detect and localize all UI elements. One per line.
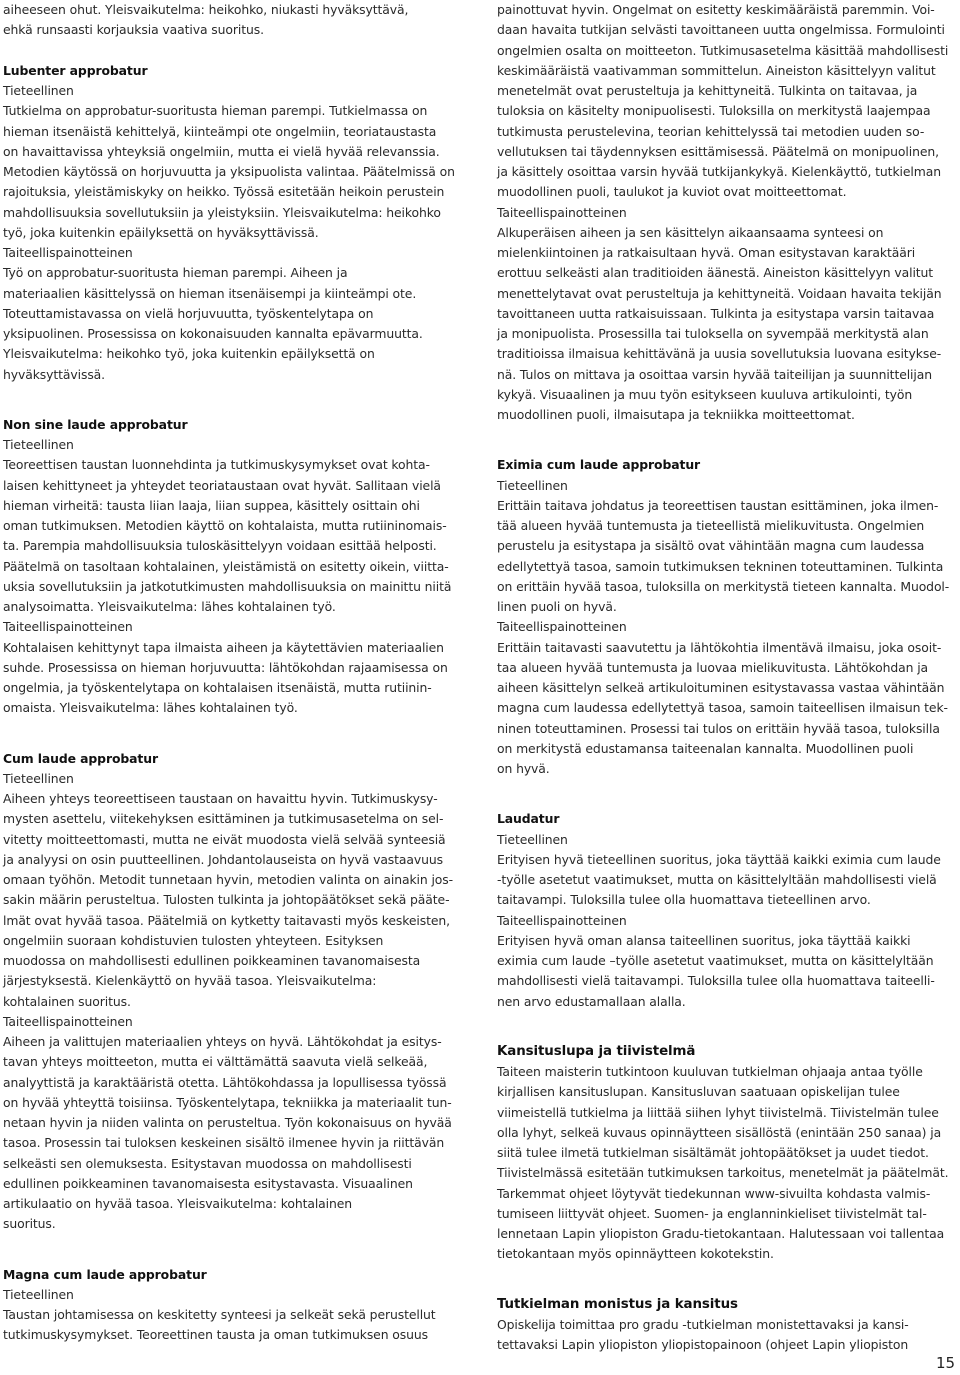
text-line: on havaittavissa yhteyksiä ongelmiin, mutta ei vielä hyvää relevanssia.: [3, 143, 440, 159]
section-heading: [497, 455, 955, 475]
text-line: muodollinen puoli, taulukot ja kuviot ovat moitteettomat.: [497, 184, 847, 200]
text-line: tää alueen hyvää tuntemusta ja tieteellistä mielikuvitusta. Ongelmien: [497, 518, 925, 533]
text-line: yksipuolinen. Prosessissa on kokonaisuuden kannalta epävarmuutta.: [3, 326, 423, 341]
section-heading: [3, 415, 463, 435]
section-heading: [497, 809, 955, 829]
text-line: Taiteellispainotteinen: [3, 245, 133, 260]
text-line: ja analyysi on osin puutteellinen. Johdantolauseista on hyvä vastaavuus: [3, 851, 444, 867]
text-line: ja monipuolista. Prosessilla tai tuloksella on syvempää merkitystä alan: [497, 326, 929, 341]
section-gap: [3, 1235, 463, 1265]
text-line: Teoreettisen taustan luonnehdinta ja tutkimuskysymykset ovat kohta-: [3, 457, 430, 473]
paragraph: [497, 0, 955, 203]
category-label: [3, 617, 463, 637]
text-line: Tieteellinen: [3, 437, 74, 452]
section-heading: [3, 1265, 463, 1285]
category-label: [497, 476, 955, 496]
text-line: Laudatur: [497, 811, 560, 827]
section-gap: [3, 385, 463, 415]
paragraph: [3, 0, 463, 41]
section-gap: [497, 779, 955, 809]
text-line: uksia sovellutuksiin ja jatkotutkimusten mahdollisuuksia on mainittu niitä: [3, 578, 452, 594]
text-line: Tieteellinen: [497, 477, 568, 493]
page-number: 15: [936, 1354, 956, 1372]
text-line: Taiteellispainotteinen: [3, 619, 133, 635]
text-line: keskimääräistä vaativamman sommittelun. Aineiston käsittelyyn valitut: [497, 62, 936, 78]
text-line: Tieteellinen: [497, 831, 568, 847]
text-line: ongelmiin suoraan kohdistuvien tulosten yhteyteen. Esityksen: [3, 932, 384, 948]
text-line: tettavaksi Lapin yliopiston yliopistopainoon (ohjeet Lapin yliopiston: [497, 1337, 909, 1352]
text-line: Magna cum laude approbatur: [3, 1266, 207, 1282]
text-line: artikulaatio on hyvää tasoa. Yleisvaikutelma: kohtalainen: [3, 1196, 353, 1211]
text-line: Erityisen hyvä tieteellinen suoritus, joka täyttää kaikki eximia cum laude: [497, 851, 941, 867]
paragraph: [3, 789, 463, 1012]
text-line: mahdollisuuksia sovellutuksiin ja yleistyksiin. Yleisvaikutelma: heikohko: [3, 204, 441, 220]
text-line: Kohtalaisen kehittynyt tapa ilmaista aiheen ja käytettävien materiaalien: [3, 639, 444, 655]
text-line: hieman virheitä: tausta liian laaja, liian suppea, käsittely osittain ohi: [3, 497, 420, 513]
category-label: [3, 769, 463, 789]
section-gap: [497, 1012, 955, 1042]
text-line: ja käsittely osoittaa varsin hyvää tutkijankykyä. Kielenkäyttö, tutkielman: [497, 164, 941, 179]
text-line: selkeästi sen olemuksesta. Esitystavan muodossa on mahdollisesti: [3, 1155, 412, 1171]
text-line: ongelmia, ja työskentelytapa on kohtalaisen itsenäistä, mutta rutiinin-: [3, 680, 432, 695]
text-line: edullinen poikkeaminen tavanomaisesta esitystavasta. Visuaalinen: [3, 1175, 413, 1191]
text-line: Alkuperäisen aiheen ja sen käsittelyn aikaansaama synteesi on: [497, 224, 884, 240]
text-line: Taustan johtamisessa on keskitetty synteesi ja selkeät sekä perustellut: [3, 1307, 436, 1322]
text-line: Eximia cum laude approbatur: [497, 457, 701, 473]
section-heading: [3, 61, 463, 81]
text-line: -työlle asetetut vaatimukset, mutta on käsittelyltään mahdollisesti vielä: [497, 872, 937, 887]
text-line: perustelu ja esitystapa ja sisältö ovat vähintään magna cum laudessa: [497, 538, 925, 554]
text-line: linen puoli on hyvä.: [497, 599, 617, 614]
category-label: [497, 617, 955, 637]
text-line: Tutkielma on approbatur-suoritusta hieman parempi. Tutkielmassa on: [3, 103, 428, 119]
text-line: mahdollisesti vielä taitavampi. Tuloksilla tulee olla huomattava taiteelli-: [497, 973, 935, 989]
text-line: Taiteellispainotteinen: [3, 1013, 133, 1029]
text-line: Toteuttamistavassa on vielä horjuvuutta, työskentelytapa on: [3, 305, 374, 321]
text-line: Yleisvaikutelma: heikohko työ, joka kuitenkin epäilyksettä on: [3, 346, 375, 362]
text-line: sakin määrin perusteltua. Tulosten tulkinta ja johtopäätökset sekä pääte-: [3, 892, 450, 908]
paragraph: [3, 455, 463, 617]
paragraph: [497, 931, 955, 1012]
text-line: muodollinen puoli, ilmaisutapa ja tekniikka moitteettomat.: [497, 407, 855, 422]
text-line: Tieteellinen: [3, 770, 74, 786]
text-line: tutkimusta perustelevina, teorian kehittelyssä tai metodien uuden so-: [497, 123, 925, 139]
text-line: on hyvää yhteyttä toisiinsa. Työskentelytapa, tekniikka ja materiaalit tun-: [3, 1094, 452, 1110]
text-line: ninen toteuttaminen. Prosessi tai tulos on erittäin hyvää tasoa, tuloksilla: [497, 720, 940, 736]
text-line: tavan yhteys moitteeton, mutta ei välttämättä saavuta vielä selkeää,: [3, 1054, 428, 1070]
text-line: taitavampi. Tuloksilla tulee olla huomattava tieteellinen arvo.: [497, 892, 871, 908]
paragraph: [497, 496, 955, 618]
text-line: menetelmät ovat perusteltuja ja kehittyneitä. Tulkinta on taitavaa, ja: [497, 83, 918, 98]
text-line: Erittäin taitava johdatus ja teoreettisen taustan esittäminen, joka ilmen-: [497, 497, 939, 513]
text-line: olla lyhyt, selkeä kuvaus opinnäytteen sisällöstä (enintään 250 sanaa) ja: [497, 1124, 942, 1140]
text-line: rajoituksia, yleistämiskyky on heikko. Työssä esitetään heikoin perustein: [3, 184, 445, 200]
text-line: Cum laude approbatur: [3, 750, 158, 766]
text-line: taa alueen hyvää tuntemusta ja luovaa mielikuvitusta. Lähtökohdan ja: [497, 659, 929, 675]
text-line: aiheeseen ohut. Yleisvaikutelma: heikohko, niukasti hyväksyttävä,: [3, 2, 409, 17]
text-line: aiheen käsittelyn selkeä artikuloituminen esitystavassa vastaa vähintään: [497, 680, 945, 695]
text-line: eximia cum laude –työlle asetetut vaatimukset, mutta on käsittelyltään: [497, 953, 934, 968]
text-line: mielenkiintoinen ja ratkaisultaan hyvä. Oman esitystavan karaktääri: [497, 245, 916, 260]
text-line: tavoittaneen uutta ratkaisuissaan. Tulkinta ja esitystapa varsin taitavaa: [497, 305, 935, 321]
text-line: Tieteellinen: [3, 1286, 74, 1302]
category-label: [497, 203, 955, 223]
text-line: on hyvä.: [497, 761, 550, 776]
section-gap: [3, 41, 463, 61]
text-line: muodossa on mahdollisesti edullinen poikkeaminen tavanomaisesta: [3, 953, 421, 968]
paragraph: [497, 1062, 955, 1265]
text-line: Taiteen maisterin tutkintoon kuuluvan tutkielman ohjaaja antaa työlle: [497, 1064, 923, 1079]
text-line: järjestyksestä. Kielenkäyttö on hyvää tasoa. Yleisvaikutelma:: [3, 973, 377, 989]
text-line: ta. Parempia mahdollisuuksia tuloskäsittelyyn voidaan esittää helposti.: [3, 538, 437, 554]
text-line: suoritus.: [3, 1216, 56, 1232]
text-line: Aiheen yhteys teoreettiseen taustaan on havaittu hyvin. Tutkimuskysy-: [3, 791, 438, 806]
text-line: Taiteellispainotteinen: [497, 619, 627, 635]
text-line: Metodien käytössä on horjuvuutta ja yksipuolista valintaa. Päätelmissä on: [3, 164, 455, 179]
text-line: analyyttistä ja karaktääristä otetta. Lähtökohdassa ja lopullisessa työssä: [3, 1074, 447, 1090]
text-line: kykyä. Visuaalinen ja muu työn esitykseen kuuluva artikulointi, työn: [497, 386, 913, 402]
text-line: kohtalainen suoritus.: [3, 993, 131, 1009]
category-label: [3, 435, 463, 455]
text-line: tasoa. Prosessin tai tuloksen keskeinen sisältö ilmenee hyvin ja riittävän: [3, 1135, 445, 1151]
paragraph: [497, 1315, 955, 1356]
text-line: tutkimuskysymykset. Teoreettinen tausta ja oman tutkimuksen osuus: [3, 1327, 428, 1343]
text-line: netaan hyvin ja niiden valinta on perusteltua. Työn kokonaisuus on hyvää: [3, 1115, 452, 1130]
text-line: siitä tulee ilmetä tutkielman sisältämät johtopäätökset ja uudet tiedot.: [497, 1145, 929, 1160]
text-line: ongelmien osalta on moitteeton. Tutkimusasetelma käsittää mahdollisesti: [497, 42, 949, 58]
text-line: Erityisen hyvä oman alansa taiteellinen suoritus, joka täyttää kaikki: [497, 932, 911, 948]
section-gap: [497, 425, 955, 455]
text-line: ehkä runsaasti korjauksia vaativa suoritus.: [3, 22, 264, 38]
left-column: [3, 0, 463, 1346]
section-gap: [497, 1265, 955, 1295]
paragraph: [3, 1032, 463, 1235]
chapter-heading: [497, 1295, 955, 1315]
category-label: [3, 243, 463, 263]
text-line: Tiivistelmässä esitetään tutkimuksen tarkoitus, menetelmät ja päätelmät.: [497, 1165, 949, 1181]
category-label: [3, 1012, 463, 1032]
text-line: on merkitystä edustamansa taiteenalan kannalta. Muodollinen puoli: [497, 740, 914, 756]
text-line: tietokantaan myös opinnäytteen kokotekstin.: [497, 1246, 774, 1262]
text-line: lmät ovat hyvää tasoa. Päätelmiä on kytketty taitavasti myös keskeisten,: [3, 912, 450, 928]
text-line: Non sine laude approbatur: [3, 416, 188, 432]
category-label: [497, 830, 955, 850]
text-line: Päätelmä on tasoltaan kohtalainen, yleistämistä on esitetty oikein, viitta-: [3, 558, 449, 574]
text-line: laisen kehittyneet ja yhteydet teoriataustaan ovat hyvät. Sallitaan vielä: [3, 477, 441, 493]
category-label: [497, 911, 955, 931]
text-line: työ, joka kuitenkin epäilyksettä on hyväksyttävissä.: [3, 224, 319, 240]
category-label: [3, 1285, 463, 1305]
text-line: traditioissa ilmaisua kehittävänä ja uusia sovellutuksia luovana esitykse-: [497, 346, 942, 362]
right-column: [497, 0, 955, 1355]
text-line: hieman itsenäistä kehittelyä, kiinteämpi ote ongelmiin, teoriataustasta: [3, 123, 437, 139]
text-line: nä. Tulos on mittava ja osoittaa varsin hyvää taiteilijan ja suunnittelijan: [497, 366, 932, 382]
chapter-heading: [497, 1042, 955, 1062]
text-line: Opiskelija toimittaa pro gradu -tutkielman monistettavaksi ja kansi-: [497, 1316, 909, 1332]
paragraph: [3, 1305, 463, 1346]
text-line: magna cum laudessa edellytettyä tasoa, samoin taiteellisen ilmaisun tek-: [497, 700, 948, 716]
section-heading: [3, 749, 463, 769]
text-line: Taiteellispainotteinen: [497, 204, 627, 220]
text-line: omaista. Yleisvaikutelma: lähes kohtalainen työ.: [3, 700, 298, 716]
text-line: erottuu selkeästi alan traditioiden äänestä. Aineiston käsittelyyn valitut: [497, 265, 934, 281]
text-line: lennetaan Lapin yliopiston Gradu-tietokantaan. Halutessaan voi tallentaa: [497, 1226, 945, 1241]
text-line: tumiseen liittyvät ohjeet. Suomen- ja englanninkieliset tiivistelmät tal-: [497, 1205, 927, 1221]
text-line: suhde. Prosessissa on hieman horjuvuutta: lähtökohdan rajaamisessa on: [3, 659, 448, 675]
text-line: analysoimatta. Yleisvaikutelma: lähes kohtalainen työ.: [3, 599, 336, 614]
text-line: painottuvat hyvin. Ongelmat on esitetty keskimääräistä paremmin. Voi-: [497, 2, 935, 17]
text-line: vellutuksen tai täydennyksen esittämisessä. Päätelmä on monipuolinen,: [497, 143, 939, 159]
paragraph: [497, 223, 955, 426]
text-line: Lubenter approbatur: [3, 62, 148, 78]
paragraph: [497, 850, 955, 911]
text-line: Tarkemmat ohjeet löytyvät tiedekunnan www-sivuilta kohdasta valmis-: [497, 1185, 931, 1201]
text-line: materiaalien käsittelyssä on hieman itsenäisempi ja kiinteämpi ote.: [3, 285, 417, 301]
section-gap: [3, 719, 463, 749]
paragraph: [3, 263, 463, 385]
text-line: tuloksia on käsitelty monipuolisesti. Tuloksilla on merkitystä laajempaa: [497, 103, 931, 119]
text-line: daan havaita tutkijan selvästi tavoittaneen uutta ongelmissa. Formulointi: [497, 22, 945, 38]
text-line: edellytettyä tasoa, samoin tutkimuksen tekninen toteuttaminen. Tulkinta: [497, 558, 944, 574]
text-line: hyväksyttävissä.: [3, 366, 106, 382]
text-line: viimeistellä tutkielma ja liittää siihen lyhyt tiivistelmä. Tiivistelmän tulee: [497, 1104, 939, 1120]
text-line: Tutkielman monistus ja kansitus: [497, 1296, 738, 1312]
paragraph: [3, 101, 463, 243]
text-line: omaan työhön. Metodit tunnetaan hyvin, metodien valinta on ainakin jos-: [3, 872, 454, 887]
text-line: mysten asettelu, viitekehyksen esittäminen ja tutkimusasetelma on sel-: [3, 811, 444, 827]
text-line: Työ on approbatur-suoritusta hieman parempi. Aiheen ja: [3, 265, 348, 281]
text-line: nen arvo edustamallaan alalla.: [497, 993, 686, 1009]
category-label: [3, 81, 463, 101]
text-line: Aiheen ja valittujen materiaalien yhteys on hyvä. Lähtökohdat ja esitys-: [3, 1034, 442, 1049]
text-line: Kansituslupa ja tiivistelmä: [497, 1043, 696, 1059]
text-line: Erittäin taitavasti saavutettu ja lähtökohtia ilmentävä ilmaisu, joka osoit-: [497, 639, 942, 655]
paragraph: [3, 638, 463, 719]
text-line: oman tutkimuksen. Metodien käyttö on kohtalaista, mutta rutiininomais-: [3, 518, 447, 533]
text-line: Tieteellinen: [3, 83, 74, 98]
text-line: kirjallisen kansituslupan. Kansitusluvan saatuaan opiskelijan tulee: [497, 1084, 900, 1100]
text-line: vitetty moitteettomasti, mutta ne eivät muodosta vielä selvää synteesiä: [3, 831, 446, 847]
paragraph: [497, 638, 955, 780]
text-line: menettelytavat ovat perusteltuja ja kehittyneitä. Voidaan havaita tekijän: [497, 285, 942, 301]
text-line: Taiteellispainotteinen: [497, 912, 627, 928]
text-line: on erittäin hyvää tasoa, tuloksilla on merkitystä tieteen kannalta. Muodol-: [497, 578, 950, 594]
